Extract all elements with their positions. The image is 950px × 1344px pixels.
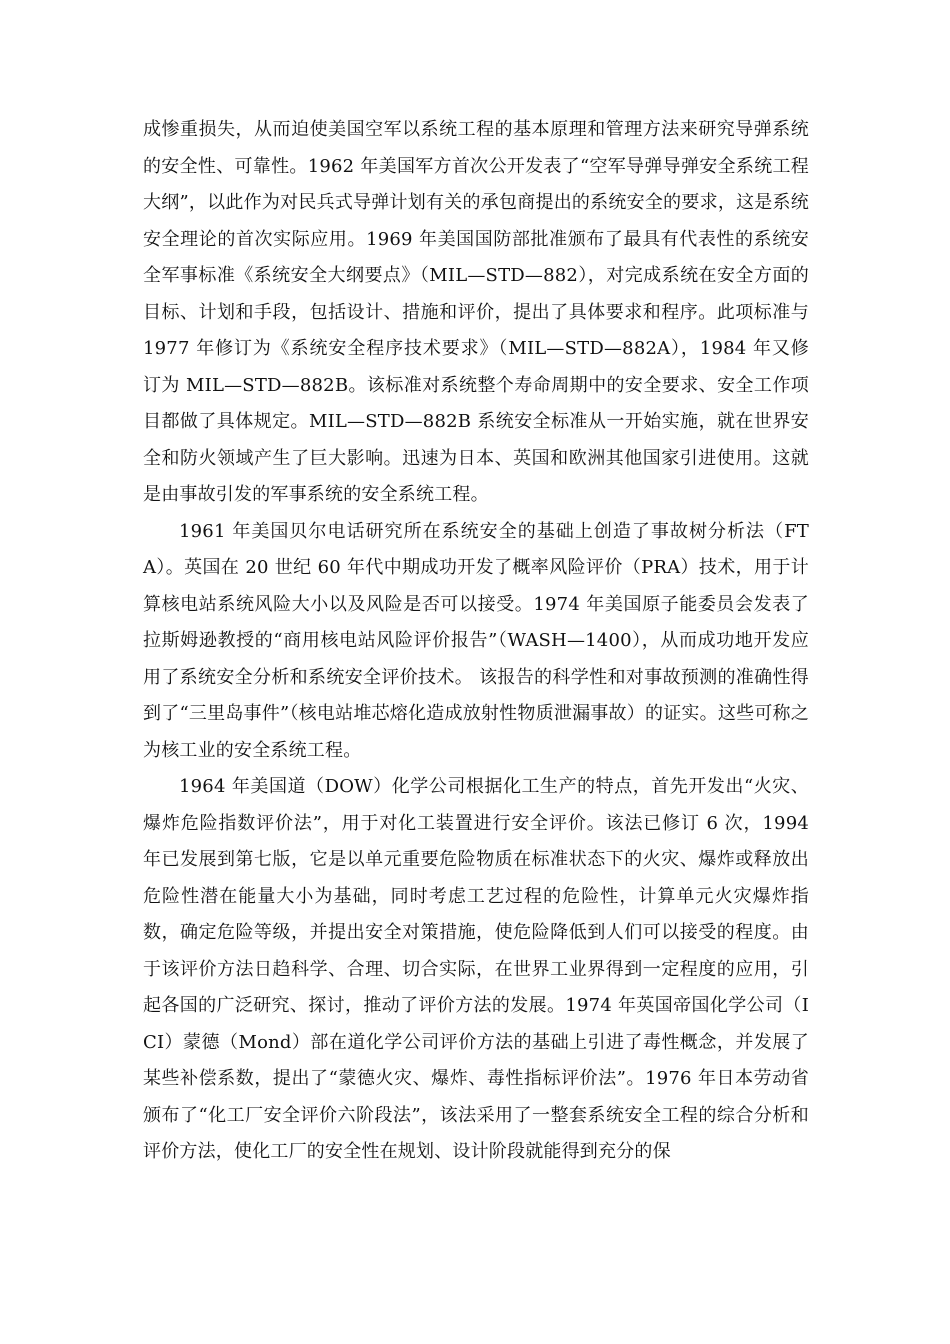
paragraph-nuclear-safety-engineering: 1961 年美国贝尔电话研究所在系统安全的基础上创造了事故树分析法（FTA）。英国在 20 世纪 60 年代中期成功开发了概率风险评价（PRA）技术，用于计算核电站系统风险大小以及风险是否可以接受。1974 年美国原子能委员会发表了拉斯姆逊教授的“商用核电站风险评价报告”（WASH—1400），从而成功地开发应用了系统安全分析和系统安全评价技术。 该报告的科学性和对事故预测的准确性得到了“三里岛事件”（核电站堆芯熔化造成放射性物质泄漏事故）的证实。这些可称之为核工业的安全系统工程。 bbox=[143, 520, 809, 761]
paragraph-chemical-safety-evaluation: 1964 年美国道（DOW）化学公司根据化工生产的特点，首先开发出“火灾、爆炸危险指数评价法”，用于对化工装置进行安全评价。该法已修订 6 次，1994 年已发展到第七版，它是以单元重要危险物质在标准状态下的火灾、爆炸或释放出危险性潜在能量大小为基础，同时考虑工艺过程的危险性，计算单元火灾爆炸指数，确定危险等级，并提出安全对策措施，使危险降低到人们可以接受的程度。由于该评价方法日趋科学、合理、切合实际，在世界工业界得到一定程度的应用，引起各国的广泛研究、探讨，推动了评价方法的发展。1974 年英国帝国化学公司（ICI）蒙德（Mond）部在道化学公司评价方法的基础上引进了毒性概念，并发展了某些补偿系数，提出了“蒙德火灾、爆炸、毒性指标评价法”。1976 年日本劳动省颁布了“化工厂安全评价六阶段法”，该法采用了一整套系统安全工程的综合分析和评价方法，使化工厂的安全性在规划、设计阶段就能得到充分的保 bbox=[143, 776, 809, 1162]
document-body bbox=[143, 112, 809, 1171]
paragraph-military-system-safety: 成惨重损失，从而迫使美国空军以系统工程的基本原理和管理方法来研究导弹系统的安全性、可靠性。1962 年美国军方首次公开发表了“空军导弹导弹安全系统工程大纲”，以此作为对民兵式导弹计划有关的承包商提出的系统安全的要求，这是系统安全理论的首次实际应用。1969 年美国国防部批准颁布了最具有代表性的系统安全军事标准《系统安全大纲要点》（MIL—STD—882），对完成系统在安全方面的目标、计划和手段，包括设计、措施和评价，提出了具体要求和程序。此项标准与 1977 年修订为《系统安全程序技术要求》（MIL—STD—882A），1984 年又修订为 MIL—STD—882B。该标准对系统整个寿命周期中的安全要求、安全工作项目都做了具体规定。MIL—STD—882B 系统安全标准从一开始实施，就在世界安全和防火领域产生了巨大影响。迅速为日本、英国和欧洲其他国家引进使用。这就是由事故引发的军事系统的安全系统工程。 bbox=[143, 119, 809, 505]
